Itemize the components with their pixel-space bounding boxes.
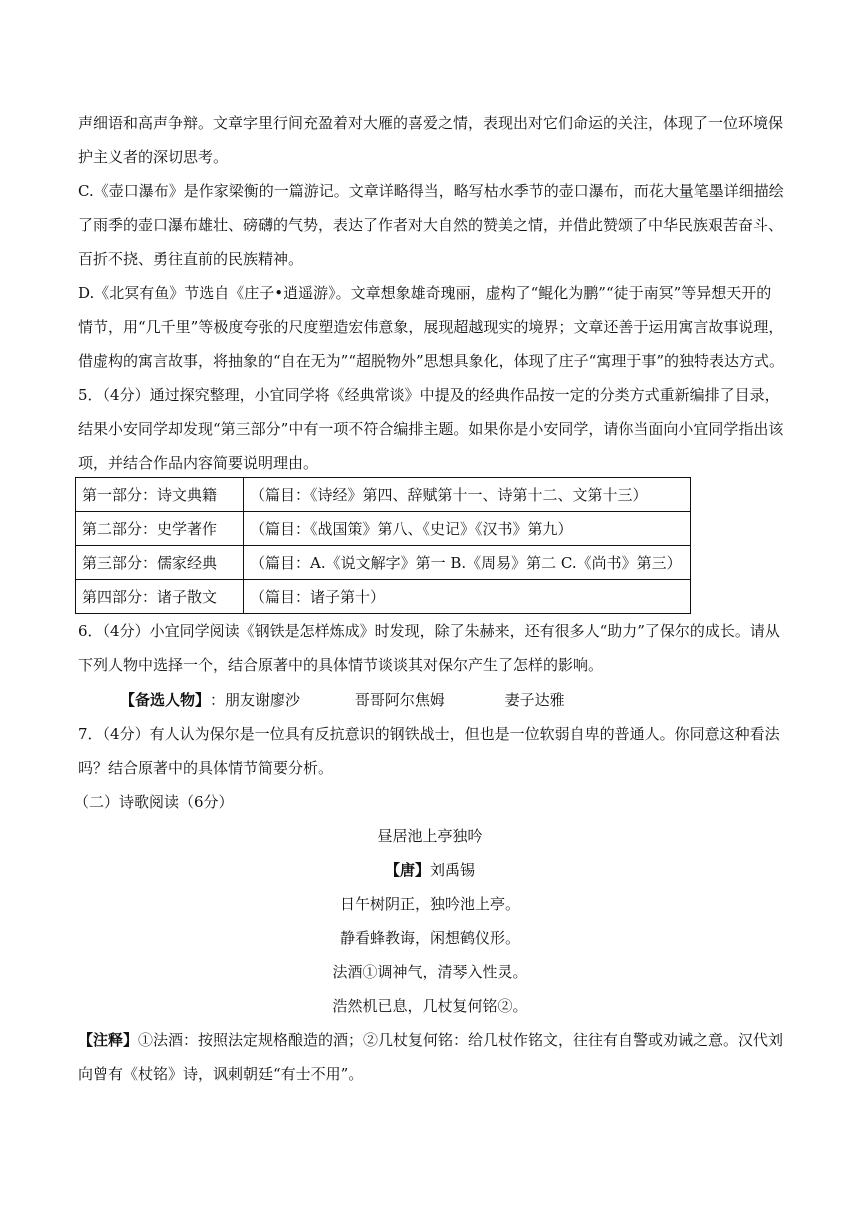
poem-title: 昼居池上亭独吟 xyxy=(377,827,483,845)
poem-line: 日午树阴正，独吟池上亭。 xyxy=(339,895,520,913)
question-6: 6．（4分）小宜同学阅读《钢铁是怎样炼成》时发现，除了朱赫来，还有很多人“助力”了保尔的成长。请从下列人物中选择一个，结合原著中的具体情节谈谈其对保尔产生了怎样的影响。 xyxy=(78,622,780,674)
table-row xyxy=(76,580,691,614)
table-cell-items: （篇目：《战国策》第八、《史记》《汉书》第九） xyxy=(244,512,691,546)
table-cell-part: 第四部分：诸子散文 xyxy=(76,580,244,614)
table-row xyxy=(76,546,691,580)
section-heading: （二）诗歌阅读（6分） xyxy=(74,793,234,811)
option-c: C.《壶口瀑布》是作家梁衡的一篇游记。文章详略得当，略写枯水季节的壶口瀑布，而花大量笔墨详细描绘了雨季的壶口瀑布雄壮、磅礴的气势，表达了作者对大自然的赞美之情，并借此赞颂了中华民族艰苦奋斗、百折不挠、勇往直前的民族精神。 xyxy=(78,182,784,268)
question-5: 5．（4分）通过探究整理，小宜同学将《经典常谈》中提及的经典作品按一定的分类方式重新编排了目录，结果小安同学却发现“第三部分”中有一项不符合编排主题。如果你是小安同学，请你当面向小宜同学指出该项，并结合作品内容简要说明理由。 xyxy=(78,386,784,472)
poem-notes xyxy=(78,1023,784,1091)
poem-author-name: 刘禹锡 xyxy=(430,861,476,879)
table-cell-part: 第二部分：史学著作 xyxy=(76,512,244,546)
notes-text: ①法酒：按照法定规格酿造的酒；②几杖复何铭：给几杖作铭文，往往有自警或劝诫之意。汉代刘向曾有《杖铭》诗，讽刺朝廷“有士不用”。 xyxy=(78,1031,784,1083)
question-7: 7．（4分）有人认为保尔是一位具有反抗意识的钢铁战士，但也是一位软弱自卑的普通人。你同意这种看法吗？结合原著中的具体情节简要分析。 xyxy=(78,725,780,777)
candidate-list xyxy=(120,683,565,717)
table-cell-items: （篇目：A.《说文解字》第一 B.《周易》第二 C.《尚书》第三） xyxy=(244,546,691,580)
poem-line: 浩然机已息，几杖复何铭②。 xyxy=(332,997,528,1015)
table-cell-items: （篇目：《诗经》第四、辞赋第十一、诗第十二、文第十三） xyxy=(244,478,691,512)
table-row xyxy=(76,512,691,546)
option-d: D.《北冥有鱼》节选自《庄子•逍遥游》。文章想象雄奇瑰丽，虚构了“鲲化为鹏”“徒于南冥”等异想天开的情节，用“几千里”等极度夸张的尺度塑造宏伟意象，展现超越现实的境界；文章还善于运用寓言故事说理，借虚构的寓言故事，将抽象的“自在无为”“超脱物外”思想具象化，体现了庄子“寓理于事”的独特表达方式。 xyxy=(78,284,785,370)
table-cell-items: （篇目：诸子第十） xyxy=(244,580,691,614)
catalog-table xyxy=(75,477,691,614)
poem-line: 法酒①调神气，清琴入性灵。 xyxy=(332,963,528,981)
candidate-label: 【备选人物】 xyxy=(120,691,211,709)
table-cell-part: 第三部分：儒家经典 xyxy=(76,546,244,580)
table-cell-part: 第一部分：诗文典籍 xyxy=(76,478,244,512)
notes-label: 【注释】 xyxy=(78,1031,139,1049)
paragraph-continued: 声细语和高声争辩。文章字里行间充盈着对大雁的喜爱之情，表现出对它们命运的关注，体现了一位环境保护主义者的深切思考。 xyxy=(78,114,784,166)
poem-dynasty: 【唐】 xyxy=(384,861,430,879)
candidate-1: ：朋友谢廖沙 xyxy=(210,691,301,709)
table-row xyxy=(76,478,691,512)
poem-line: 静看蜂教诲，闲想鹤仪形。 xyxy=(339,929,520,947)
poem-author xyxy=(0,853,860,887)
candidate-3: 妻子达雅 xyxy=(504,691,565,709)
candidate-2: 哥哥阿尔焦姆 xyxy=(354,691,445,709)
